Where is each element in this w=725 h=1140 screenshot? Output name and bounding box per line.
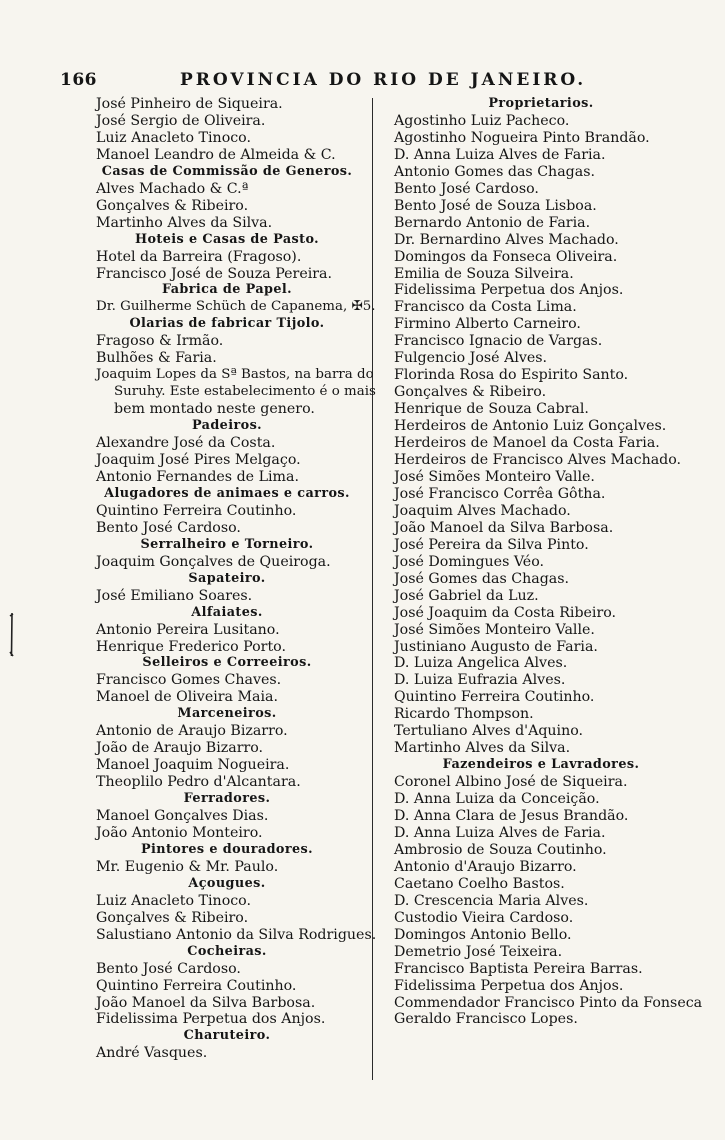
directory-entry: Coronel Albino José de Siqueira.	[394, 774, 628, 791]
directory-entry: Henrique Frederico Porto.	[96, 638, 286, 655]
directory-entry: Martinho Alves da Silva.	[394, 740, 571, 757]
directory-entry: João Antonio Monteiro.	[96, 824, 263, 841]
directory-entry: Francisco Ignacio de Vargas.	[394, 333, 603, 350]
directory-entry: D. Luiza Angelica Alves.	[394, 655, 568, 672]
directory-entry: João Manoel da Silva Barbosa.	[96, 994, 316, 1011]
directory-entry: Antonio Gomes das Chagas.	[394, 163, 595, 180]
directory-entry: Joaquim Gonçalves de Queiroga.	[96, 553, 331, 570]
entry-continuation: Suruhy. Este estabelecimento é o mais	[114, 384, 376, 400]
directory-entry: José Pereira da Silva Pinto.	[394, 536, 589, 553]
directory-entry: D. Luiza Eufrazia Alves.	[394, 672, 566, 689]
directory-entry: Ricardo Thompson.	[394, 706, 534, 723]
directory-entry: Alves Machado & C.ª	[96, 180, 249, 197]
directory-entry: Mr. Eugenio & Mr. Paulo.	[96, 858, 279, 875]
directory-entry: Bernardo Antonio de Faria.	[394, 214, 591, 231]
section-heading: Hoteis e Casas de Pasto.	[134, 231, 320, 247]
section-heading: Pintores e douradores.	[140, 841, 314, 857]
directory-entry: Gonçalves & Ribeiro.	[96, 197, 249, 214]
directory-entry: Manoel Joaquim Nogueira.	[96, 757, 290, 774]
section-heading: Proprietarios.	[488, 96, 594, 111]
directory-entry: Demetrio José Teixeira.	[394, 943, 563, 960]
directory-entry: Joaquim Lopes da Sª Bastos, na barra do	[96, 367, 374, 383]
section-heading: Serralheiro e Torneiro.	[140, 536, 314, 552]
directory-entry: Antonio d'Araujo Bizarro.	[394, 858, 577, 875]
section-heading: Selleiros e Correeiros.	[142, 655, 312, 671]
directory-entry: Agostinho Nogueira Pinto Brandão.	[394, 129, 650, 146]
directory-entry: D. Anna Luiza da Conceição.	[394, 791, 600, 808]
directory-entry: João Manoel da Silva Barbosa.	[394, 519, 614, 536]
directory-entry: Manoel de Oliveira Maia.	[96, 689, 278, 706]
page-header	[60, 70, 680, 94]
directory-entry: Herdeiros de Francisco Alves Machado.	[394, 452, 682, 469]
directory-entry: André Vasques.	[96, 1045, 208, 1062]
directory-entry: Manoel Gonçalves Dias.	[96, 808, 269, 825]
directory-entry: Salustiano Antonio da Silva Rodrigues.	[96, 926, 377, 943]
directory-entry: Geraldo Francisco Lopes.	[394, 1011, 578, 1028]
directory-entry: Manoel Leandro de Almeida & C.	[96, 146, 336, 163]
directory-entry: João de Araujo Bizarro.	[96, 740, 264, 757]
directory-entry: Domingos Antonio Bello.	[394, 926, 572, 943]
directory-entry: Dr. Bernardino Alves Machado.	[394, 231, 619, 248]
directory-entry: Tertuliano Alves d'Aquino.	[394, 723, 584, 740]
directory-entry: Domingos da Fonseca Oliveira.	[394, 248, 618, 265]
directory-entry: Luiz Anacleto Tinoco.	[96, 892, 251, 909]
directory-entry: Hotel da Barreira (Fragoso).	[96, 248, 302, 265]
directory-entry: Francisco Baptista Pereira Barras.	[394, 960, 643, 977]
directory-entry: José Emiliano Soares.	[96, 587, 253, 604]
directory-entry: Emilia de Souza Silveira.	[394, 265, 574, 282]
directory-entry: Agostinho Luiz Pacheco.	[394, 112, 570, 129]
directory-entry: Firmino Alberto Carneiro.	[394, 316, 581, 333]
directory-entry: José Joaquim da Costa Ribeiro.	[394, 604, 617, 621]
section-heading: Fabrica de Papel.	[161, 282, 293, 298]
section-heading: Padeiros.	[191, 418, 263, 434]
directory-entry: Francisco Gomes Chaves.	[96, 672, 282, 689]
directory-entry: Quintino Ferreira Coutinho.	[96, 977, 297, 994]
directory-entry: Bento José Cardoso.	[394, 180, 539, 197]
directory-entry: Martinho Alves da Silva.	[96, 214, 273, 231]
directory-entry: D. Anna Luiza Alves de Faria.	[394, 824, 606, 841]
directory-entry: Luiz Anacleto Tinoco.	[96, 129, 251, 146]
directory-entry: Herdeiros de Antonio Luiz Gonçalves.	[394, 418, 667, 435]
section-heading: Olarias de fabricar Tijolo.	[129, 316, 325, 332]
directory-entry: Commendador Francisco Pinto da Fonseca	[394, 994, 703, 1011]
directory-entry: José Francisco Corrêa Gôtha.	[394, 485, 606, 502]
directory-entry: José Simões Monteiro Valle.	[394, 468, 595, 485]
section-heading: Ferradores.	[183, 791, 271, 807]
right-column	[376, 96, 706, 1028]
section-heading: Alfaiates.	[191, 604, 263, 620]
directory-entry: Bento José Cardoso.	[96, 960, 241, 977]
section-heading: Fazendeiros e Lavradores.	[442, 757, 640, 773]
directory-entry: Alexandre José da Costa.	[96, 435, 276, 452]
directory-entry: D. Anna Clara de Jesus Brandão.	[394, 808, 629, 825]
section-heading: Alugadores de animaes e carros.	[104, 485, 350, 501]
directory-entry: Francisco José de Souza Pereira.	[96, 265, 332, 282]
directory-entry: Caetano Coelho Bastos.	[394, 875, 565, 892]
directory-entry: Antonio Fernandes de Lima.	[96, 468, 299, 485]
directory-entry: Gonçalves & Ribeiro.	[394, 384, 547, 401]
directory-entry: Fulgencio José Alves.	[394, 350, 548, 367]
left-column	[78, 96, 376, 1062]
directory-entry: Florinda Rosa do Espirito Santo.	[394, 367, 629, 384]
directory-entry: Henrique de Souza Cabral.	[394, 401, 589, 418]
directory-entry: D. Crescencia Maria Alves.	[394, 892, 589, 909]
section-heading: Cocheiras.	[187, 943, 267, 959]
directory-entry: Fragoso & Irmão.	[96, 333, 224, 350]
directory-entry: Quintino Ferreira Coutinho.	[96, 502, 297, 519]
directory-entry: Justiniano Augusto de Faria.	[394, 638, 598, 655]
directory-entry: Bulhões & Faria.	[96, 350, 217, 367]
directory-entry: José Domingues Véo.	[394, 553, 545, 570]
section-heading: Charuteiro.	[183, 1028, 271, 1044]
directory-entry: José Gabriel da Luz.	[394, 587, 539, 604]
directory-entry: José Sergio de Oliveira.	[96, 112, 266, 129]
section-heading: Sapateiro.	[188, 570, 266, 586]
directory-entry: José Simões Monteiro Valle.	[394, 621, 595, 638]
directory-entry: Bento José de Souza Lisboa.	[394, 197, 597, 214]
running-title: PROVINCIA DO RIO DE JANEIRO.	[180, 70, 587, 90]
directory-entry: Bento José Cardoso.	[96, 519, 241, 536]
entry-continuation: bem montado neste genero.	[114, 401, 315, 418]
directory-entry: Fidelissima Perpetua dos Anjos.	[394, 977, 624, 994]
directory-entry: Joaquim José Pires Melgaço.	[96, 452, 301, 469]
margin-mark-icon	[9, 612, 15, 658]
directory-entry: Quintino Ferreira Coutinho.	[394, 689, 595, 706]
section-heading: Açougues.	[188, 875, 266, 891]
directory-entry: José Gomes das Chagas.	[394, 570, 570, 587]
directory-entry: Theoplilo Pedro d'Alcantara.	[96, 774, 301, 791]
directory-entry: Antonio Pereira Lusitano.	[96, 621, 280, 638]
directory-entry: Custodio Vieira Cardoso.	[394, 909, 574, 926]
directory-entry: Herdeiros de Manoel da Costa Faria.	[394, 435, 660, 452]
section-heading: Casas de Commissão de Generos.	[101, 163, 353, 179]
section-heading: Marceneiros.	[177, 706, 277, 722]
directory-entry: José Pinheiro de Siqueira.	[96, 96, 283, 112]
directory-entry: Dr. Guilherme Schüch de Capanema, ✠5.	[96, 299, 376, 315]
directory-entry: Gonçalves & Ribeiro.	[96, 909, 249, 926]
directory-entry: D. Anna Luiza Alves de Faria.	[394, 146, 606, 163]
directory-entry: Francisco da Costa Lima.	[394, 299, 577, 316]
directory-entry: Joaquim Alves Machado.	[394, 502, 571, 519]
directory-entry: Fidelissima Perpetua dos Anjos.	[394, 282, 624, 299]
directory-entry: Antonio de Araujo Bizarro.	[96, 723, 288, 740]
page-number: 166	[60, 70, 97, 90]
directory-entry: Fidelissima Perpetua dos Anjos.	[96, 1011, 326, 1028]
directory-entry: Ambrosio de Souza Coutinho.	[394, 841, 607, 858]
